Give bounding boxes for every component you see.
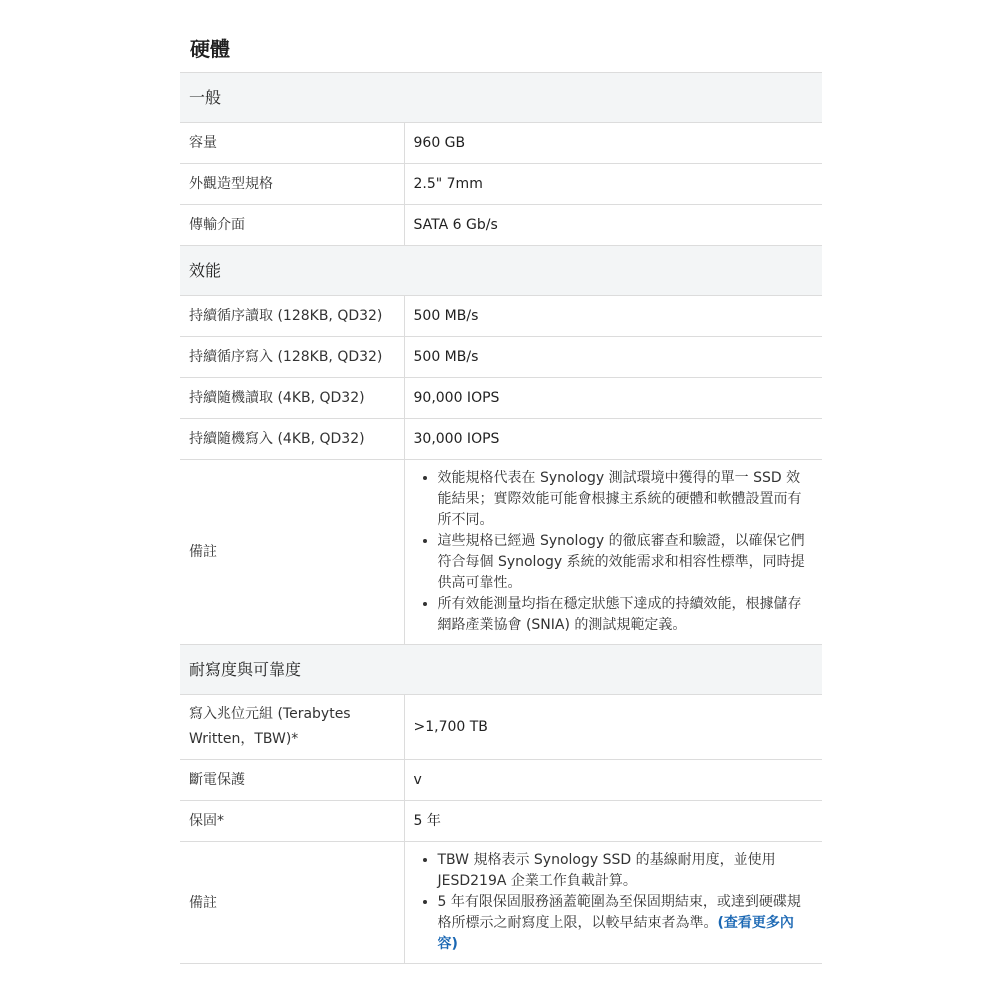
- spec-value: v: [404, 760, 822, 801]
- note-item: • 所有效能測量均指在穩定狀態下達成的持續效能，根據儲存網路產業協會 (SNIA) 的測試規範定義。: [438, 594, 814, 636]
- table-row: [180, 801, 822, 842]
- spec-label: 寫入兆位元組 (Terabytes Written，TBW)*: [180, 695, 404, 760]
- spec-label: 傳輸介面: [180, 205, 404, 246]
- table-row: [180, 296, 822, 337]
- spec-value: 500 MB/s: [404, 337, 822, 378]
- note-item: [438, 892, 814, 955]
- notes-cell: [404, 842, 822, 964]
- notes-list: [414, 468, 814, 636]
- table-row: [180, 164, 822, 205]
- table-row: [180, 123, 822, 164]
- spec-label: 外觀造型規格: [180, 164, 404, 205]
- group-header-general: [180, 73, 822, 123]
- table-row: [180, 419, 822, 460]
- group-title: 效能: [180, 246, 822, 296]
- table-row: [180, 695, 822, 760]
- spec-label: 容量: [180, 123, 404, 164]
- spec-value: >1,700 TB: [404, 695, 822, 760]
- spec-label: 持續循序讀取 (128KB, QD32): [180, 296, 404, 337]
- spec-value: 960 GB: [404, 123, 822, 164]
- spec-label: 持續循序寫入 (128KB, QD32): [180, 337, 404, 378]
- note-text: 5 年有限保固服務涵蓋範圍為至保固期結束，或達到硬碟規格所標示之耐寫度上限，以較早結束者為準。: [437, 894, 801, 931]
- group-header-endurance: [180, 645, 822, 695]
- note-item: • 這些規格已經過 Synology 的徹底審查和驗證，以確保它們符合每個 Synology 系統的效能需求和相容性標準，同時提供高可靠性。: [438, 531, 814, 594]
- hardware-spec-page: [180, 0, 822, 964]
- table-row: [180, 378, 822, 419]
- spec-value: 500 MB/s: [404, 296, 822, 337]
- spec-value: SATA 6 Gb/s: [404, 205, 822, 246]
- table-row: [180, 337, 822, 378]
- page-title: 硬體: [190, 37, 230, 61]
- see-more-link[interactable]: (查看更多內容): [437, 915, 794, 952]
- table-row: [180, 205, 822, 246]
- note-item: • TBW 規格表示 Synology SSD 的基線耐用度，並使用 JESD219A 企業工作負載計算。: [438, 850, 814, 892]
- spec-table: [180, 72, 822, 964]
- spec-value: 5 年: [404, 801, 822, 842]
- notes-row-performance: [180, 460, 822, 645]
- group-header-performance: [180, 246, 822, 296]
- notes-row-endurance: [180, 842, 822, 964]
- notes-label: 備註: [180, 460, 404, 645]
- spec-label: 持續隨機讀取 (4KB, QD32): [180, 378, 404, 419]
- table-row: [180, 760, 822, 801]
- note-item: • 效能規格代表在 Synology 測試環境中獲得的單一 SSD 效能結果；實際效能可能會根據主系統的硬體和軟體設置而有所不同。: [438, 468, 814, 531]
- spec-label: 保固*: [180, 801, 404, 842]
- spec-value: 30,000 IOPS: [404, 419, 822, 460]
- spec-value: 2.5" 7mm: [404, 164, 822, 205]
- group-title: 耐寫度與可靠度: [180, 645, 822, 695]
- spec-value: 90,000 IOPS: [404, 378, 822, 419]
- notes-list: [414, 850, 814, 955]
- notes-cell: [404, 460, 822, 645]
- spec-label: 斷電保護: [180, 760, 404, 801]
- group-title: 一般: [180, 73, 822, 123]
- spec-label: 持續隨機寫入 (4KB, QD32): [180, 419, 404, 460]
- notes-label: 備註: [180, 842, 404, 964]
